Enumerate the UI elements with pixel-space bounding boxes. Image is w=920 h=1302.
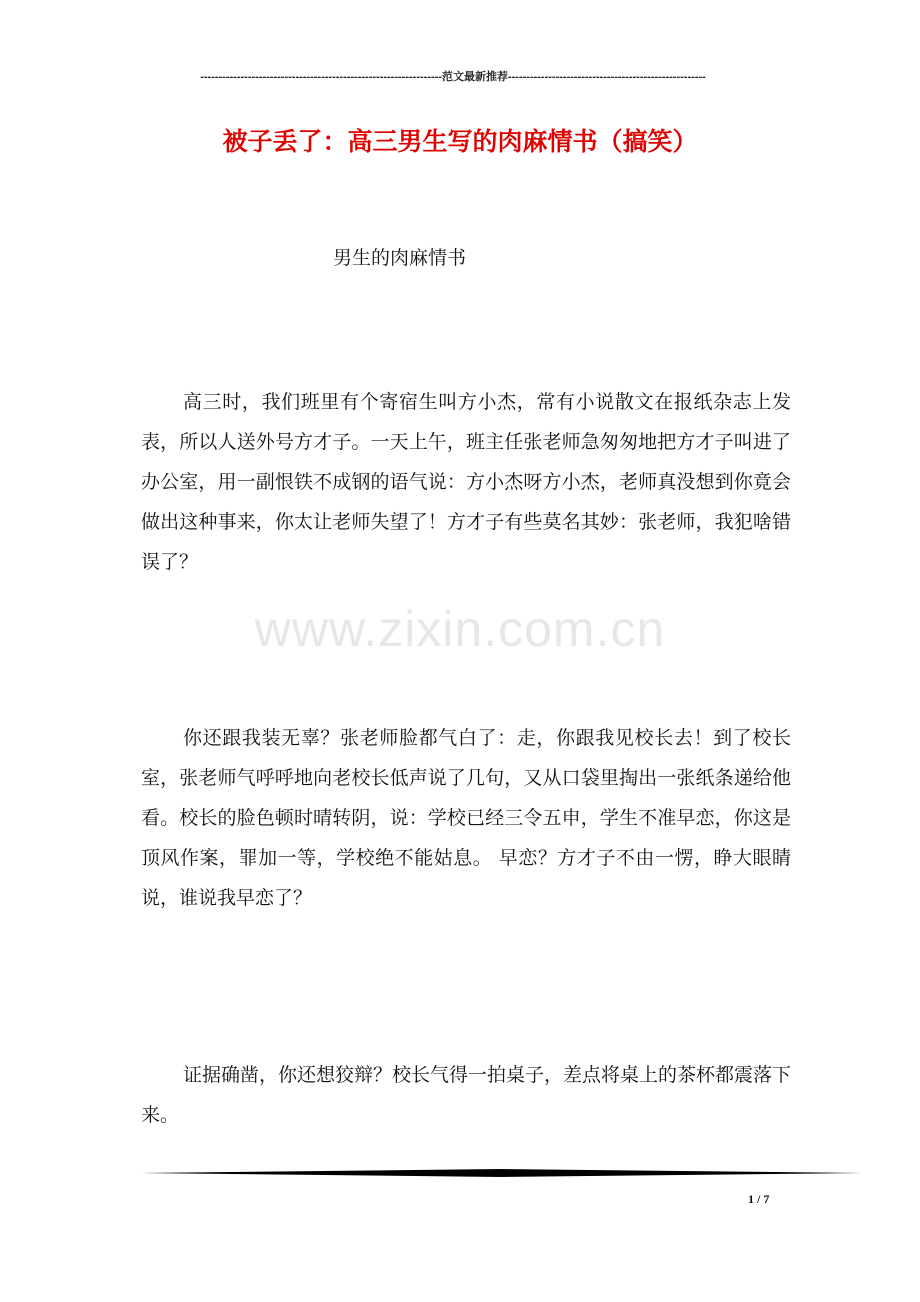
- paragraph: 你还跟我装无辜？张老师脸都气白了：走，你跟我见校长去！到了校长室，张老师气呼呼地向老校长低声说了几句，又从口袋里掏出一张纸条递给他看。校长的脸色顿时晴转阴，说：学校已经三令五申，学生不准早恋，你这是顶风作案，罪加一等，学校绝不能姑息。 早恋？方才子不由一愣，睁大眼睛说，谁说我早恋了？: [141, 727, 791, 909]
- paragraph: 证据确凿，你还想狡辩？校长气得一拍桌子，差点将桌上的茶杯都震落下来。: [141, 1064, 792, 1126]
- footer-divider: [141, 1166, 863, 1180]
- watermark: www.zixin.com.cn: [254, 601, 666, 657]
- page-number: 1 / 7: [748, 1192, 770, 1206]
- paragraph: 高三时，我们班里有个寄宿生叫方小杰，常有小说散文在报纸杂志上发表，所以人送外号方才子。一天上午，班主任张老师急匆匆地把方才子叫进了办公室，用一副恨铁不成钢的语气说：方小杰呀方小杰，老师真没想到你竟会做出这种事来，你太让老师失望了！方才子有些莫名其妙：张老师，我犯啥错误了？: [141, 391, 791, 573]
- header-banner: ------------------------------------------------------------------范文最新推荐------------------------------------------------------: [200, 71, 706, 83]
- document-title: 被子丢了：高三男生写的肉麻情书（搞笑）: [222, 127, 698, 156]
- document-subtitle: 男生的肉麻情书: [333, 247, 467, 269]
